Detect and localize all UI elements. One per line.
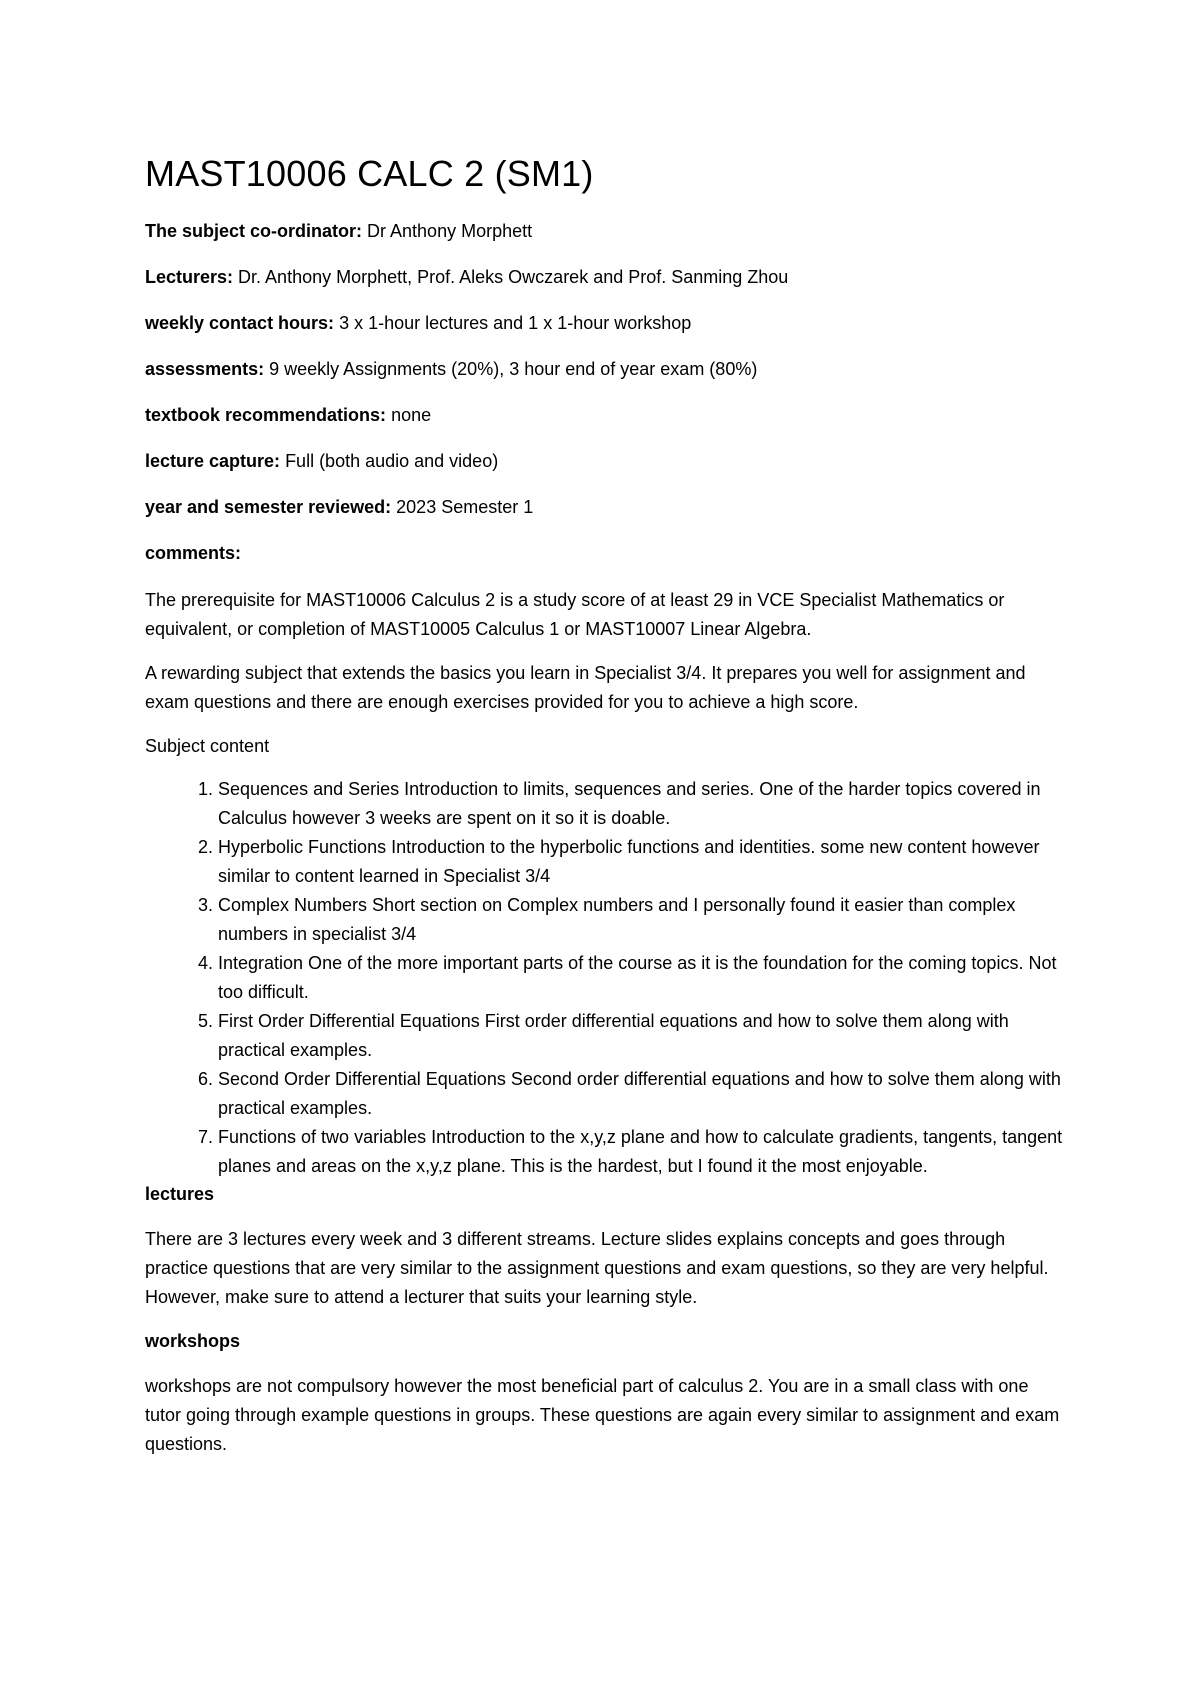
field-label: assessments: <box>145 359 265 379</box>
field-coordinator <box>145 218 1065 244</box>
list-item: 4. Integration One of the more important parts of the course as it is the foundation for the coming topics. Not too difficult. <box>218 949 1065 1007</box>
field-year-semester <box>145 494 1065 520</box>
document-title: MAST10006 CALC 2 (SM1) <box>145 153 594 194</box>
prerequisite-paragraph: The prerequisite for MAST10006 Calculus 2 is a study score of at least 29 in VCE Specialist Mathematics or equivalent, or completion of MAST10005 Calculus 1 or MAST10007 Linear Algebra. <box>145 590 1005 639</box>
field-assessments <box>145 356 1065 382</box>
field-contact-hours <box>145 310 1065 336</box>
comments-label <box>145 540 1065 566</box>
comments-heading: comments: <box>145 543 242 563</box>
topic-list <box>145 775 1065 1181</box>
field-label: weekly contact hours: <box>145 313 335 333</box>
workshops-heading: workshops <box>145 1331 241 1351</box>
list-item: 5. First Order Differential Equations First order differential equations and how to solve them along with practical examples. <box>218 1007 1065 1065</box>
field-lecturers <box>145 264 1065 290</box>
field-label: textbook recommendations: <box>145 405 387 425</box>
document-page <box>145 150 1065 1475</box>
field-value: 3 x 1-hour lectures and 1 x 1-hour workshop <box>339 313 692 333</box>
field-value: Full (both audio and video) <box>285 451 499 471</box>
subject-details <box>145 218 1065 566</box>
rewarding-paragraph: A rewarding subject that extends the basics you learn in Specialist 3/4. It prepares you well for assignment and exam questions and there are enough exercises provided for you to achieve a high score. <box>145 663 1026 712</box>
lectures-heading: lectures <box>145 1184 215 1204</box>
field-value: 9 weekly Assignments (20%), 3 hour end of year exam (80%) <box>269 359 758 379</box>
field-label: Lecturers: <box>145 267 234 287</box>
field-value: Dr Anthony Morphett <box>367 221 533 241</box>
field-value: Dr. Anthony Morphett, Prof. Aleks Owczarek and Prof. Sanming Zhou <box>238 267 789 287</box>
workshops-paragraph: workshops are not compulsory however the most beneficial part of calculus 2. You are in a small class with one tutor going through example questions in groups. These questions are again every similar to assignment and exam questions. <box>145 1376 1060 1454</box>
list-item: 1. Sequences and Series Introduction to limits, sequences and series. One of the harder topics covered in Calculus however 3 weeks are spent on it so it is doable. <box>218 775 1065 833</box>
list-item: 2. Hyperbolic Functions Introduction to the hyperbolic functions and identities. some new content however similar to content learned in Specialist 3/4 <box>218 833 1065 891</box>
field-label: year and semester reviewed: <box>145 497 392 517</box>
field-value: none <box>391 405 432 425</box>
list-item: 7. Functions of two variables Introduction to the x,y,z plane and how to calculate gradients, tangents, tangent planes and areas on the x,y,z plane. This is the hardest, but I found it the most enjoyable. <box>218 1123 1065 1181</box>
field-label: lecture capture: <box>145 451 281 471</box>
field-lecture-capture <box>145 448 1065 474</box>
subject-content-label: Subject content <box>145 736 270 756</box>
list-item: 3. Complex Numbers Short section on Complex numbers and I personally found it easier than complex numbers in specialist 3/4 <box>218 891 1065 949</box>
field-value: 2023 Semester 1 <box>396 497 534 517</box>
lectures-paragraph: There are 3 lectures every week and 3 different streams. Lecture slides explains concepts and goes through practice questions that are very similar to the assignment questions and exam questions, so they are very helpful. However, make sure to attend a lecturer that suits your learning style. <box>145 1229 1049 1307</box>
field-label: The subject co-ordinator: <box>145 221 363 241</box>
list-item: 6. Second Order Differential Equations Second order differential equations and how to solve them along with practical examples. <box>218 1065 1065 1123</box>
field-textbook <box>145 402 1065 428</box>
